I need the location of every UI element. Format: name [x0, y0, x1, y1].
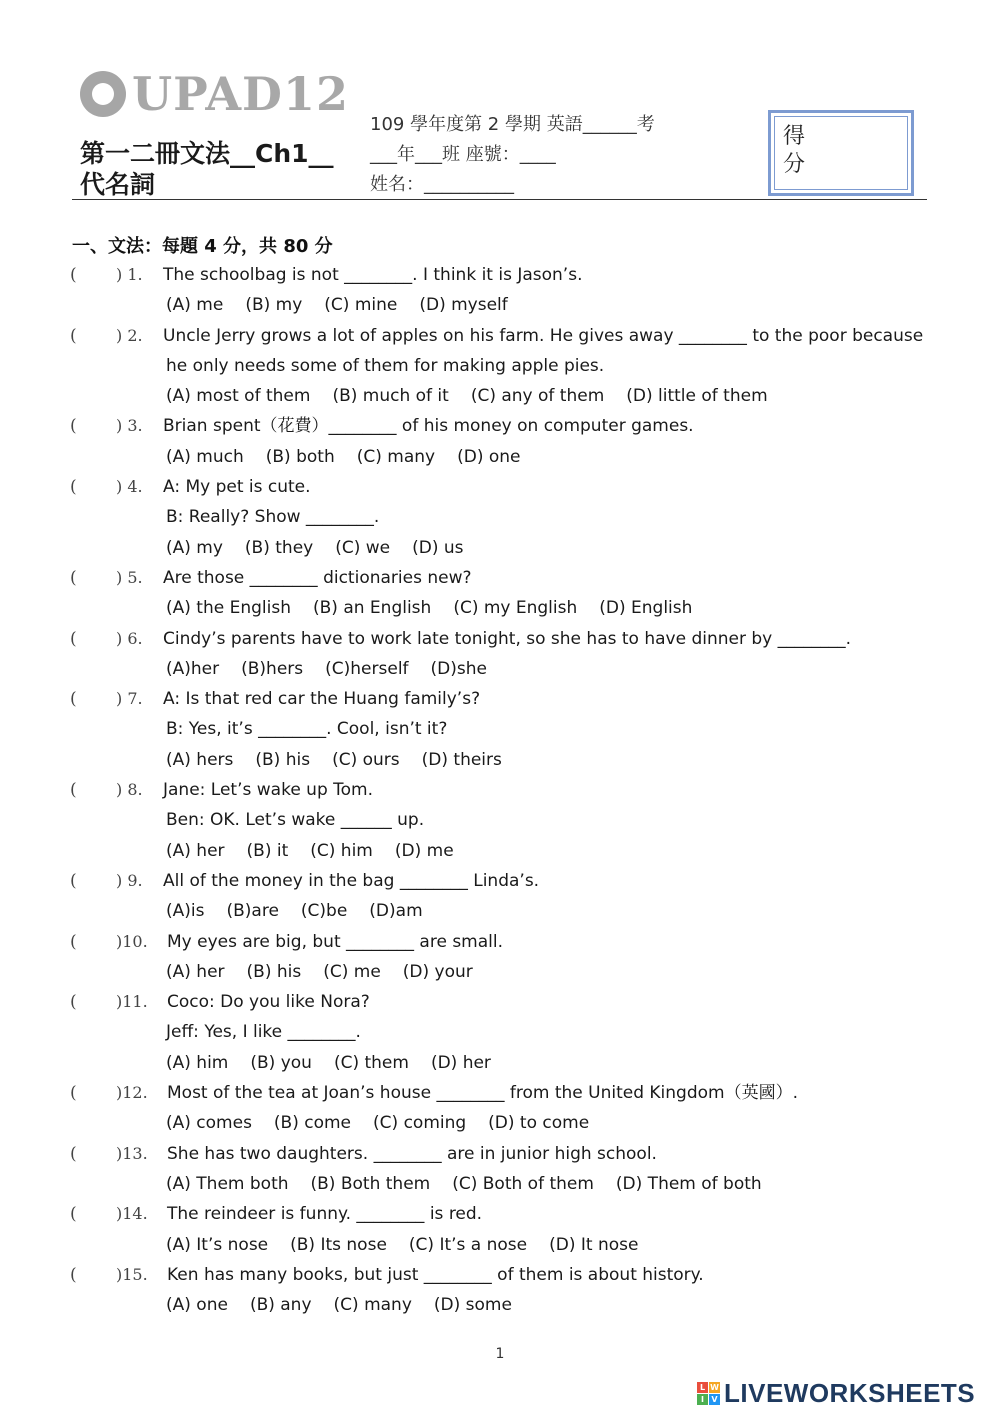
- option-choice: (D)she: [430, 658, 487, 679]
- option-choice: (A) Them both: [166, 1173, 289, 1194]
- exam-info: [370, 110, 655, 200]
- option-choice: (C) coming: [373, 1113, 467, 1134]
- option-choice: (B) his: [255, 749, 311, 770]
- options-line: [70, 442, 940, 472]
- question-text: B: Really? Show ________.: [166, 507, 380, 528]
- question-item: [70, 260, 940, 321]
- option-choice: (A) much: [166, 446, 244, 467]
- options-line: [70, 957, 940, 987]
- question-number: )12.: [116, 1083, 148, 1103]
- question-item: [70, 927, 940, 988]
- question-text: Are those ________ dictionaries new?: [163, 567, 472, 588]
- answer-blank-open[interactable]: (: [70, 477, 77, 498]
- option-choice: (D) theirs: [421, 749, 502, 770]
- answer-blank-open[interactable]: (: [70, 628, 77, 649]
- option-choice: (B) you: [250, 1052, 312, 1073]
- question-number: )13.: [116, 1143, 148, 1163]
- question-item: [70, 411, 940, 472]
- option-choice: (D) some: [433, 1295, 512, 1316]
- question-item: [70, 472, 940, 563]
- option-choice: (C) many: [356, 446, 436, 467]
- class-seat-line: ___年___班 座號：____: [370, 144, 556, 165]
- option-group: [166, 1108, 611, 1138]
- option-group: [166, 654, 509, 684]
- option-choice: (D) It nose: [549, 1234, 639, 1255]
- logo-mark-icon: [80, 71, 126, 117]
- question-continuation-line: [70, 714, 940, 744]
- option-choice: (A) me: [166, 295, 224, 316]
- option-choice: (B) Both them: [310, 1173, 431, 1194]
- answer-blank-open[interactable]: (: [70, 780, 77, 801]
- question-list: [70, 260, 940, 1320]
- question-stem-line: [70, 624, 940, 654]
- question-number: ) 7.: [116, 689, 143, 709]
- option-choice: (A) comes: [166, 1113, 252, 1134]
- option-choice: (C)herself: [325, 658, 409, 679]
- answer-blank-open[interactable]: (: [70, 1083, 77, 1104]
- header-divider: [72, 199, 927, 200]
- question-number: ) 1.: [116, 265, 143, 284]
- page-number: 1: [495, 1346, 505, 1362]
- badge-letter: I: [697, 1394, 708, 1405]
- question-item: [70, 563, 940, 624]
- option-choice: (C) him: [310, 840, 373, 861]
- question-item: [70, 1199, 940, 1260]
- question-stem-line: [70, 472, 940, 502]
- options-line: [70, 745, 940, 775]
- answer-blank-open[interactable]: (: [70, 931, 77, 952]
- question-number: ) 9.: [116, 870, 143, 890]
- option-group: [166, 896, 445, 926]
- options-line: [70, 836, 940, 866]
- score-label: 得分: [783, 124, 806, 177]
- answer-blank-open[interactable]: (: [70, 265, 77, 285]
- answer-blank-open[interactable]: (: [70, 870, 77, 891]
- option-choice: (C) ours: [332, 749, 400, 770]
- option-choice: (B)are: [226, 901, 279, 922]
- question-stem-line: [70, 987, 940, 1017]
- question-stem-line: [70, 1199, 940, 1229]
- name-line: 姓名：__________: [370, 174, 514, 195]
- option-choice: (D)am: [369, 901, 423, 922]
- option-group: [166, 442, 543, 472]
- question-stem-line: [70, 411, 940, 441]
- question-continuation-line: [70, 351, 940, 381]
- option-choice: (C) It’s a nose: [408, 1234, 528, 1255]
- question-item: [70, 1078, 940, 1139]
- option-choice: (C) Both of them: [452, 1173, 594, 1194]
- question-item: [70, 866, 940, 927]
- question-text: The schoolbag is not ________. I think it is Jason’s.: [163, 265, 583, 285]
- question-text: Coco: Do you like Nora?: [167, 992, 370, 1013]
- option-choice: (D) us: [412, 537, 464, 558]
- question-item: [70, 775, 940, 866]
- option-group: [166, 1169, 784, 1199]
- question-item: [70, 321, 940, 412]
- option-choice: (B) much of it: [332, 386, 449, 407]
- option-group: [166, 593, 714, 623]
- question-item: [70, 684, 940, 775]
- question-text: Brian spent（花費）________ of his money on computer games.: [163, 416, 694, 437]
- options-line: [70, 1048, 940, 1078]
- option-choice: (A) hers: [166, 749, 234, 770]
- option-choice: (C) mine: [324, 295, 398, 316]
- question-number: ) 5.: [116, 567, 143, 587]
- question-continuation-line: [70, 1017, 940, 1047]
- badge-letter: V: [709, 1394, 720, 1405]
- question-stem-line: [70, 775, 940, 805]
- question-stem-line: [70, 684, 940, 714]
- question-number: )11.: [116, 992, 148, 1012]
- option-group: [166, 1290, 534, 1320]
- exam-term: 109 學年度第 2 學期 英語______考: [370, 114, 655, 135]
- options-line: [70, 654, 940, 684]
- option-group: [166, 836, 476, 866]
- document-title: [80, 138, 370, 200]
- option-choice: (B)hers: [241, 658, 304, 679]
- answer-blank-open[interactable]: (: [70, 325, 77, 346]
- option-choice: (B) it: [246, 840, 289, 861]
- question-text: Ben: OK. Let’s wake ______ up.: [166, 810, 425, 831]
- question-number: ) 4.: [116, 477, 143, 497]
- option-group: [166, 1048, 513, 1078]
- option-choice: (D) myself: [419, 295, 508, 316]
- question-text: A: My pet is cute.: [163, 477, 311, 498]
- answer-blank-open[interactable]: (: [70, 992, 77, 1013]
- option-group: [166, 745, 524, 775]
- option-choice: (A)her: [166, 658, 220, 679]
- option-choice: (A) her: [166, 840, 225, 861]
- option-choice: (B) both: [265, 446, 335, 467]
- option-choice: (B) my: [245, 295, 303, 316]
- question-text: Most of the tea at Joan’s house ________ from the United Kingdom（英國）.: [167, 1083, 798, 1104]
- question-number: )10.: [116, 931, 148, 951]
- options-line: [70, 896, 940, 926]
- document-title-line1: 第一二冊文法__Ch1__: [80, 139, 334, 168]
- document-title-line2: 代名詞: [80, 170, 156, 199]
- options-line: [70, 593, 940, 623]
- options-line: [70, 381, 940, 411]
- question-item: [70, 987, 940, 1078]
- option-choice: (B) they: [244, 537, 314, 558]
- question-number: ) 6.: [116, 628, 143, 648]
- question-number: ) 2.: [116, 325, 143, 345]
- option-choice: (C) any of them: [470, 386, 605, 407]
- options-line: [70, 290, 940, 320]
- question-item: [70, 1260, 940, 1321]
- section-title: 一、文法：每題 4 分，共 80 分: [72, 236, 333, 257]
- option-choice: (C) me: [323, 961, 381, 982]
- option-group: [166, 957, 495, 987]
- liveworksheets-text: LIVEWORKSHEETS: [724, 1378, 976, 1408]
- question-continuation-line: [70, 805, 940, 835]
- option-choice: (C) my English: [453, 598, 578, 619]
- option-choice: (D) your: [402, 961, 473, 982]
- question-item: [70, 624, 940, 685]
- answer-blank-open[interactable]: (: [70, 1264, 77, 1285]
- logo: [80, 68, 349, 120]
- option-choice: (D) me: [394, 840, 454, 861]
- option-group: [166, 1230, 660, 1260]
- question-text: A: Is that red car the Huang family’s?: [163, 689, 481, 710]
- question-number: ) 8.: [116, 780, 143, 800]
- option-choice: (A) him: [166, 1052, 229, 1073]
- question-number: )15.: [116, 1264, 148, 1284]
- logo-text: UPAD12: [132, 67, 349, 121]
- option-choice: (B) Its nose: [290, 1234, 387, 1255]
- options-line: [70, 1169, 940, 1199]
- question-continuation-line: [70, 502, 940, 532]
- question-stem-line: [70, 563, 940, 593]
- option-choice: (A) her: [166, 961, 225, 982]
- option-choice: (B) come: [273, 1113, 352, 1134]
- option-choice: (A)is: [166, 901, 205, 922]
- question-text: My eyes are big, but ________ are small.: [167, 931, 503, 952]
- option-choice: (C)be: [300, 901, 348, 922]
- question-stem-line: [70, 1139, 940, 1169]
- option-choice: (A) my: [166, 537, 223, 558]
- badge-letter: W: [710, 1383, 719, 1392]
- option-choice: (A) most of them: [166, 386, 311, 407]
- question-number: )14.: [116, 1204, 148, 1224]
- option-choice: (B) an English: [313, 598, 432, 619]
- question-number: ) 3.: [116, 416, 143, 436]
- answer-blank-open[interactable]: (: [70, 567, 77, 588]
- option-choice: (B) any: [249, 1295, 312, 1316]
- question-stem-line: [70, 1260, 940, 1290]
- option-choice: (B) his: [246, 961, 302, 982]
- option-choice: (D) Them of both: [615, 1173, 762, 1194]
- options-line: [70, 533, 940, 563]
- option-group: [166, 533, 486, 563]
- answer-blank-open[interactable]: (: [70, 416, 77, 437]
- question-text: Jane: Let’s wake up Tom.: [163, 780, 374, 801]
- option-choice: (D) her: [430, 1052, 491, 1073]
- question-text: Cindy’s parents have to work late tonight, so she has to have dinner by ________.: [163, 628, 852, 649]
- question-text: She has two daughters. ________ are in junior high school.: [167, 1143, 657, 1164]
- liveworksheets-badge-icon: [697, 1382, 720, 1405]
- question-text: he only needs some of them for making apple pies.: [166, 355, 605, 376]
- options-line: [70, 1290, 940, 1320]
- question-item: [70, 1139, 940, 1200]
- option-choice: (A) one: [166, 1295, 228, 1316]
- question-stem-line: [70, 321, 940, 351]
- options-line: [70, 1108, 940, 1138]
- question-text: B: Yes, it’s ________. Cool, isn’t it?: [166, 719, 448, 740]
- badge-letter: L: [697, 1382, 708, 1393]
- question-stem-line: [70, 260, 940, 290]
- question-stem-line: [70, 1078, 940, 1108]
- options-line: [70, 1230, 940, 1260]
- answer-blank-open[interactable]: (: [70, 689, 77, 710]
- question-stem-line: [70, 866, 940, 896]
- option-group: [166, 381, 790, 411]
- option-choice: (C) them: [333, 1052, 409, 1073]
- option-choice: (D) English: [599, 598, 693, 619]
- option-group: [166, 290, 530, 320]
- option-choice: (D) little of them: [626, 386, 768, 407]
- option-choice: (C) we: [335, 537, 391, 558]
- question-text: Jeff: Yes, I like ________.: [166, 1022, 361, 1043]
- question-text: Uncle Jerry grows a lot of apples on his farm. He gives away ________ to the poor because: [163, 325, 924, 346]
- liveworksheets-watermark: [697, 1378, 975, 1409]
- option-choice: (D) one: [457, 446, 521, 467]
- question-text: Ken has many books, but just ________ of them is about history.: [167, 1264, 704, 1285]
- score-box-inner: [774, 116, 908, 190]
- option-choice: (C) many: [333, 1295, 412, 1316]
- answer-blank-open[interactable]: (: [70, 1204, 77, 1225]
- question-text: All of the money in the bag ________ Linda’s.: [163, 870, 540, 891]
- option-choice: (A) the English: [166, 598, 291, 619]
- option-choice: (A) It’s nose: [166, 1234, 269, 1255]
- question-text: The reindeer is funny. ________ is red.: [167, 1204, 483, 1225]
- question-stem-line: [70, 927, 940, 957]
- score-box: [768, 110, 914, 196]
- answer-blank-open[interactable]: (: [70, 1143, 77, 1164]
- option-choice: (D) to come: [488, 1113, 590, 1134]
